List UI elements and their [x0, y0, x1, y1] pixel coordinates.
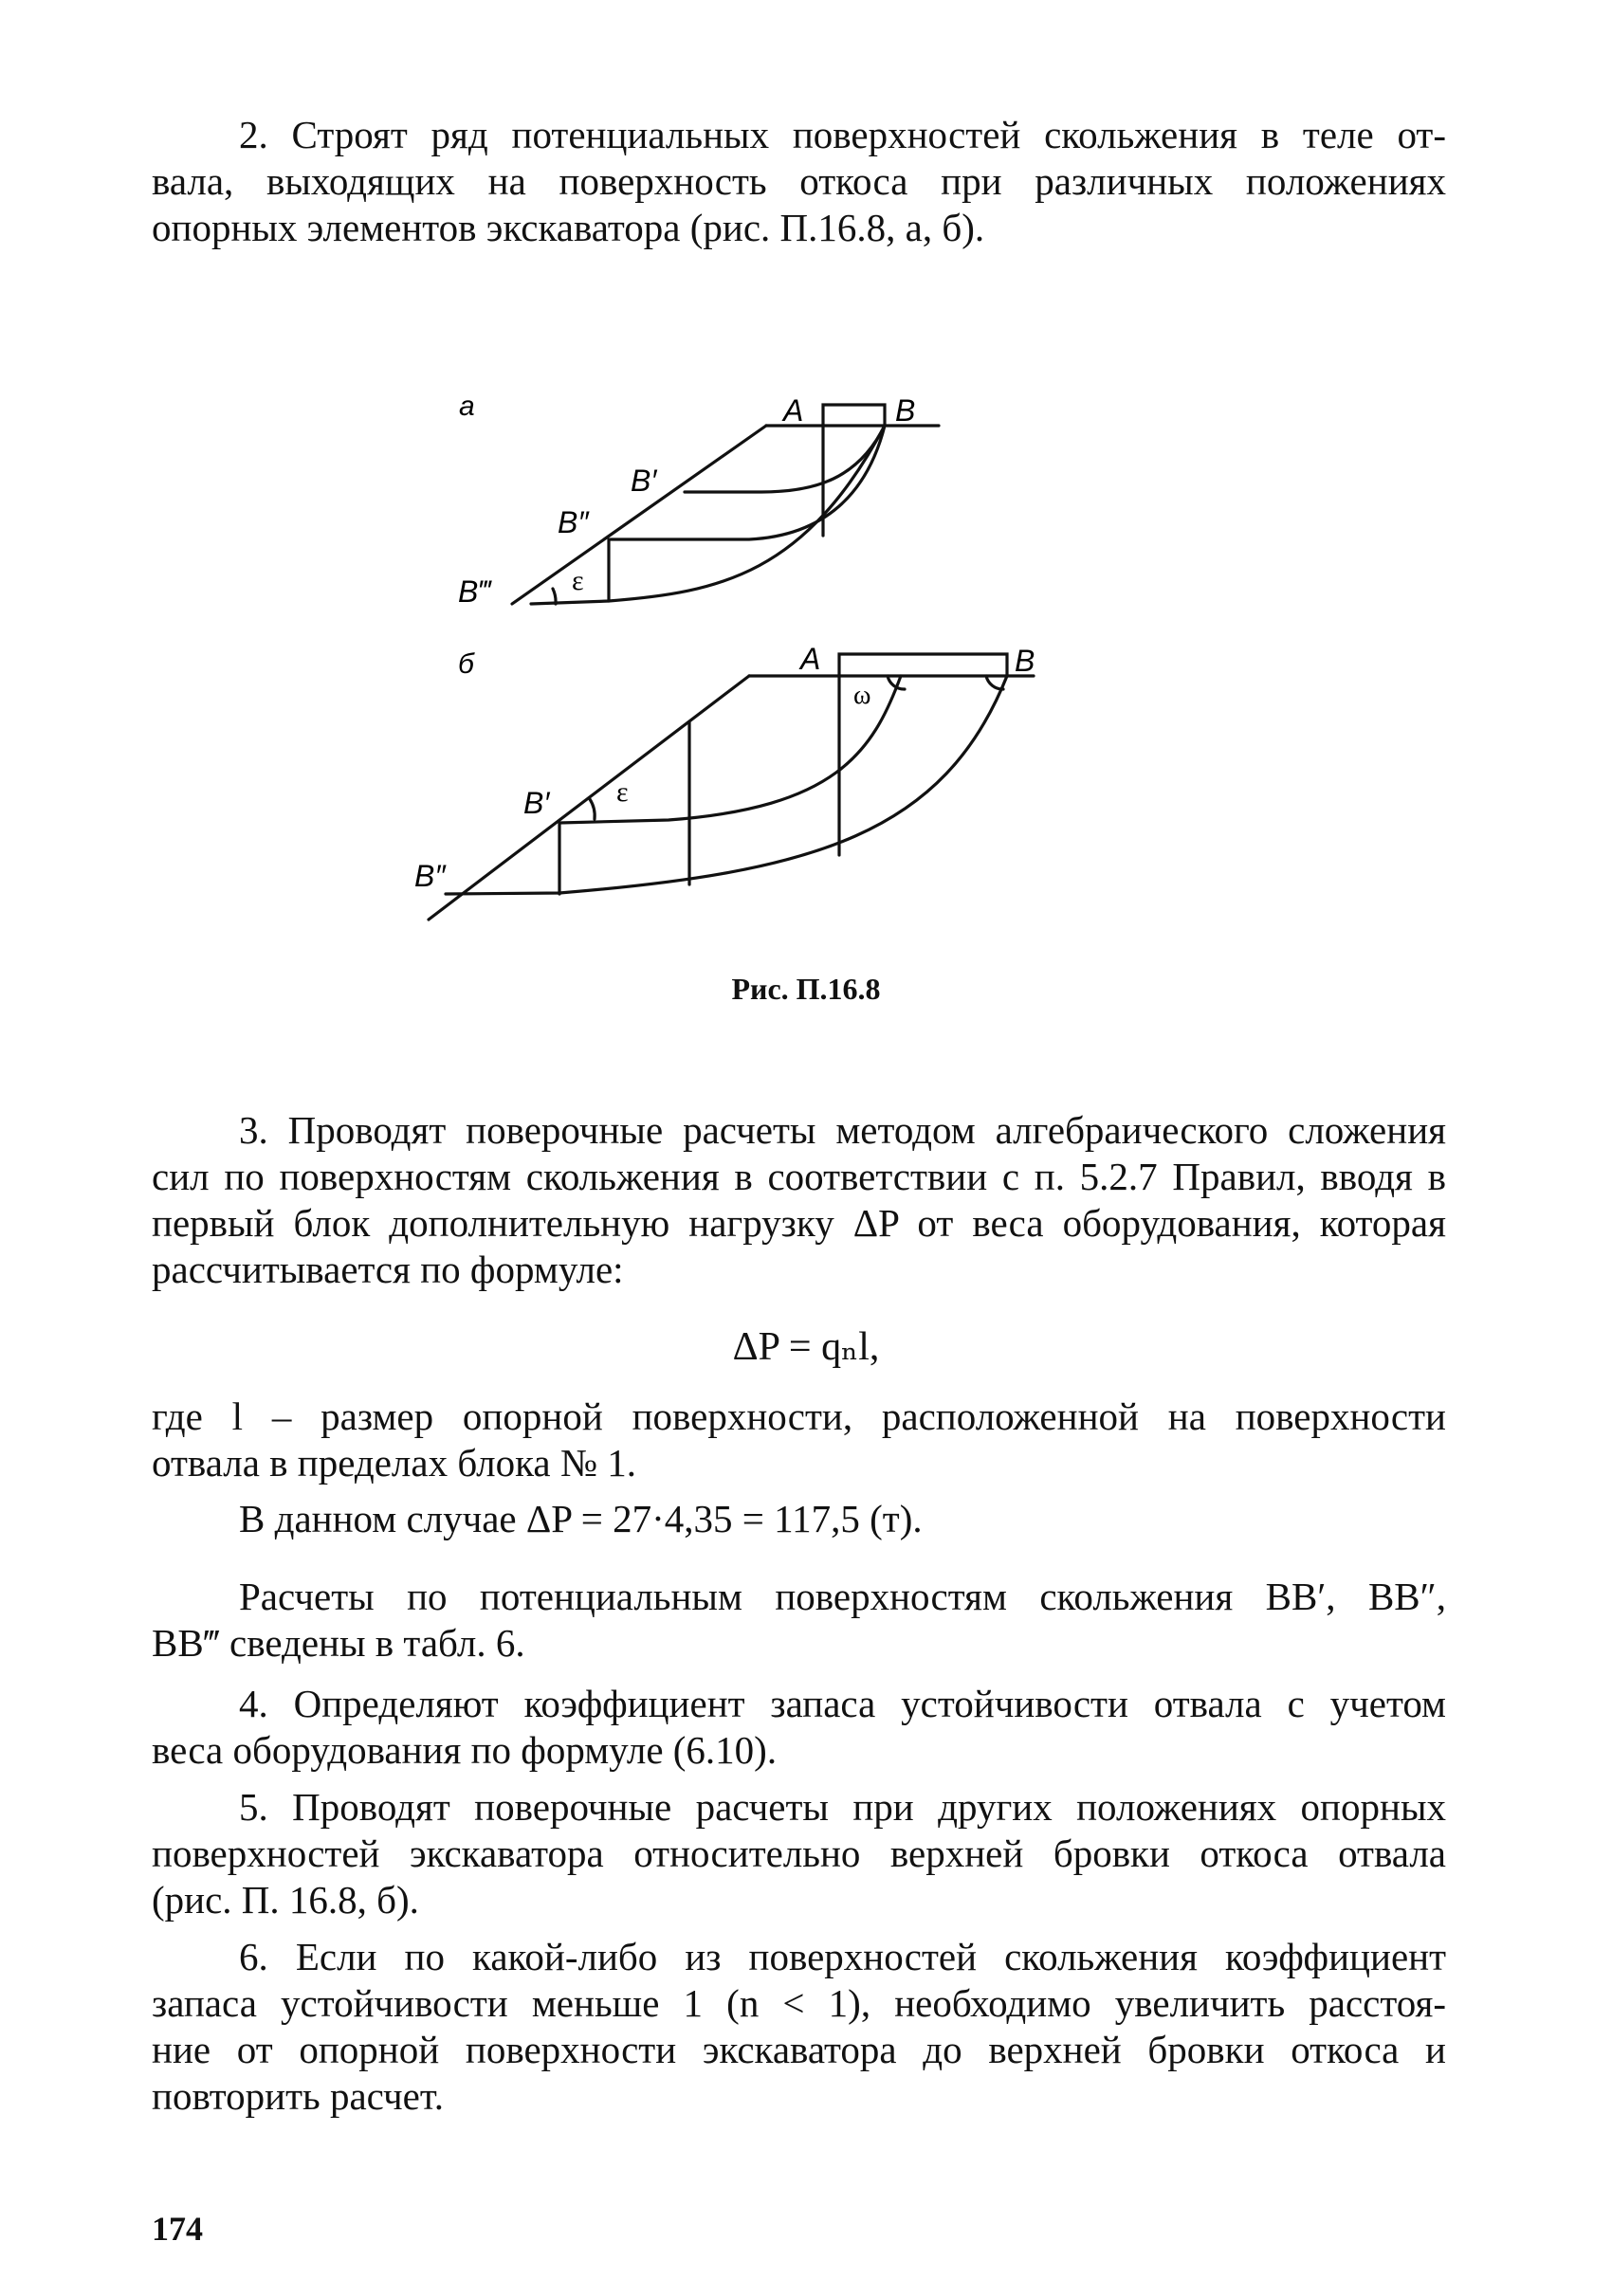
text-line: поверхностей экскаватора относительно верхней бровки откоса отвала: [152, 1831, 1446, 1875]
formula-delta-p: ΔP = qₙl,: [732, 1325, 880, 1369]
panel-b-surface-bb2: [446, 676, 1007, 894]
text-line: 3. Проводят поверочные расчеты методом алгебраического сложения: [239, 1108, 1446, 1152]
panel-b-point-B2: B″: [414, 859, 446, 893]
paragraph-4: [152, 1681, 1446, 1774]
text-line: 2. Строят ряд потенциальных поверхностей скольжения в теле от-: [239, 113, 1446, 156]
panel-a-angle-label: ε: [572, 565, 584, 596]
panel-a-point-B1: B′: [631, 464, 657, 498]
text-line: сил по поверхностям скольжения в соответствии с п. 5.2.7 Правил, вводя в: [152, 1155, 1446, 1198]
text-line: рассчитывается по формуле:: [152, 1248, 624, 1291]
panel-a-support-block: [823, 405, 885, 426]
panel-a-point-A: A: [783, 393, 804, 428]
text-line: первый блок дополнительную нагрузку ΔP от веса оборудования, которая: [152, 1201, 1446, 1245]
text-line: Расчеты по потенциальным поверхностям скольжения BB′, BB″,: [239, 1575, 1446, 1618]
panel-b-point-B: B: [1015, 644, 1035, 678]
paragraph-calc: [152, 1574, 1446, 1667]
text-line: веса оборудования по формуле (6.10).: [152, 1728, 778, 1772]
paragraph-where: [152, 1394, 1446, 1486]
text-line: BB‴ сведены в табл. 6.: [152, 1621, 525, 1665]
panel-b-surface-bb1: [559, 676, 901, 823]
paragraph-5: [152, 1784, 1446, 1923]
text-line: повторить расчет.: [152, 2074, 444, 2118]
panel-b-label: б: [458, 648, 474, 680]
panel-b-slope-line: [429, 676, 749, 920]
figure-slope-diagram: [0, 0, 1612, 948]
panel-b-point-A: A: [800, 642, 821, 676]
text-line: 5. Проводят поверочные расчеты при других положениях опорных: [239, 1785, 1446, 1829]
panel-b-angle-eps-label: ε: [616, 776, 629, 808]
panel-b-support-block: [839, 654, 1007, 676]
text-line: 4. Определяют коэффициент запаса устойчивости отвала с учетом: [239, 1682, 1446, 1725]
panel-b-angle-omega-1: [888, 676, 905, 689]
paragraph-6: [152, 1934, 1446, 2120]
panel-a-point-B2: B″: [558, 505, 589, 539]
paragraph-3: [152, 1107, 1446, 1293]
text-line: запаса устойчивости меньше 1 (n < 1), необходимо увеличить расстоя-: [152, 1981, 1446, 2025]
text-line: отвала в пределах блока № 1.: [152, 1441, 636, 1485]
panel-b-angle-omega-label: ω: [853, 681, 871, 710]
text-line: ние от опорной поверхности экскаватора до верхней бровки откоса и: [152, 2028, 1446, 2071]
panel-b-angle-eps: [590, 799, 595, 819]
text-line: вала, выходящих на поверхность откоса при различных положениях: [152, 159, 1446, 203]
panel-a-point-B3: B‴: [458, 574, 489, 609]
text-line: опорных элементов экскаватора (рис. П.16.8, а, б).: [152, 206, 985, 249]
page-number: 174: [152, 2210, 203, 2248]
panel-a-point-B: B: [895, 393, 916, 428]
text-line: 6. Если по какой-либо из поверхностей скольжения коэффициент: [239, 1935, 1446, 1978]
panel-a-surface-bb1: [685, 426, 885, 492]
paragraph-case: В данном случае ΔP = 27·4,35 = 117,5 (т).: [239, 1497, 923, 1540]
text-line: где l – размер опорной поверхности, расположенной на поверхности: [152, 1394, 1446, 1438]
panel-a-label: а: [459, 391, 475, 422]
figure-caption: Рис. П.16.8: [731, 972, 881, 1006]
panel-a-slope-line: [512, 426, 766, 604]
panel-b-point-B1: B′: [523, 786, 550, 820]
text-line: (рис. П. 16.8, б).: [152, 1878, 419, 1922]
